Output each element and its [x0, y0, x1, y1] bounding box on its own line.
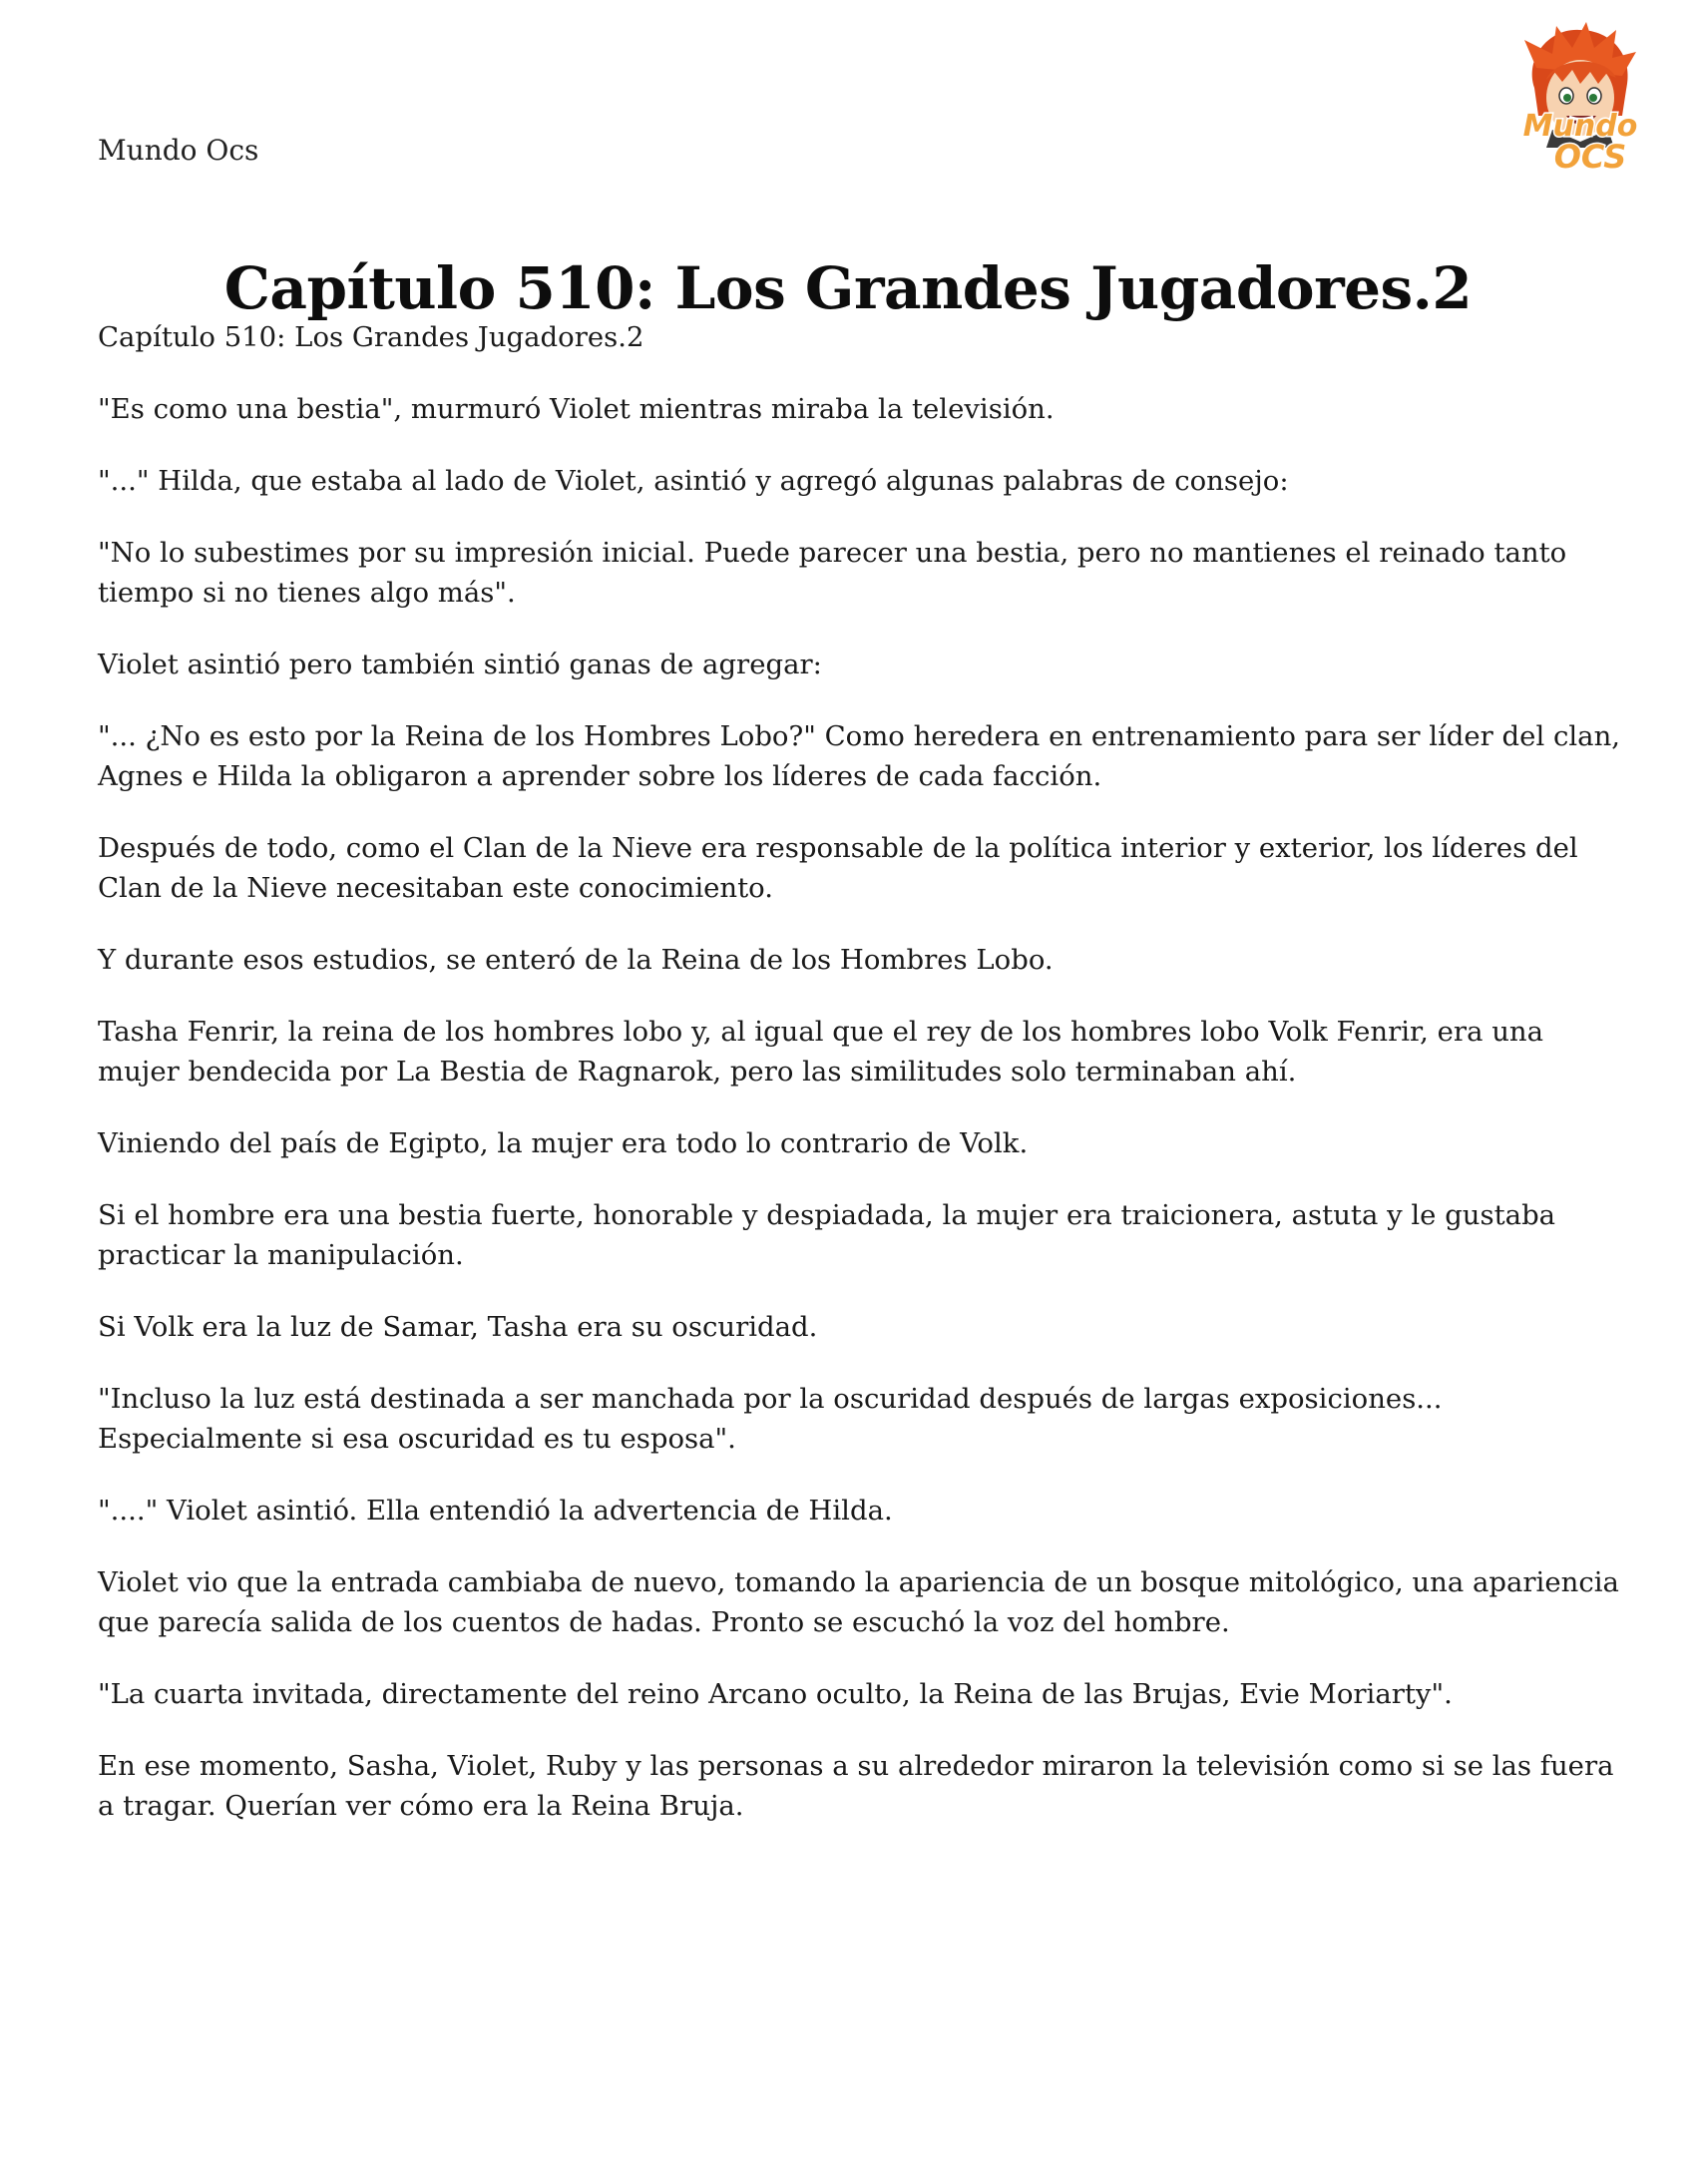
paragraph: "..." Hilda, que estaba al lado de Violet, asintió y agregó algunas palabras de consejo: [98, 465, 1289, 497]
paragraph: Si Volk era la luz de Samar, Tasha era su oscuridad. [98, 1311, 818, 1343]
chapter-title: Capítulo 510: Los Grandes Jugadores.2 [223, 253, 1473, 322]
paragraph: Tasha Fenrir, la reina de los hombres lobo y, al igual que el rey de los hombres lobo Volk Fenrir, era una mujer bendecida por La Bestia de Ragnarok, pero las similitudes solo terminaban ahí. [98, 1016, 1544, 1088]
chapter-body [98, 317, 1624, 1858]
paragraph: Violet vio que la entrada cambiaba de nuevo, tomando la apariencia de un bosque mitológico, una apariencia que parecía salida de los cuentos de hadas. Pronto se escuchó la voz del hombre. [98, 1566, 1619, 1638]
paragraph: Y durante esos estudios, se enteró de la Reina de los Hombres Lobo. [98, 944, 1054, 976]
mundo-ocs-logo-icon [1494, 18, 1664, 188]
paragraph: "...." Violet asintió. Ella entendió la advertencia de Hilda. [98, 1495, 893, 1527]
logo-text-line1: Mundo [1522, 109, 1638, 144]
paragraph: "No lo subestimes por su impresión inicial. Puede parecer una bestia, pero no mantienes el reinado tanto tiempo si no tienes algo más". [98, 537, 1567, 609]
paragraph: Capítulo 510: Los Grandes Jugadores.2 [98, 321, 644, 353]
paragraph: "Es como una bestia", murmuró Violet mientras miraba la televisión. [98, 393, 1055, 425]
logo-text-line2: OCS [1553, 138, 1627, 176]
paragraph: Después de todo, como el Clan de la Nieve era responsable de la política interior y exterior, los líderes del Clan de la Nieve necesitaban este conocimiento. [98, 832, 1578, 904]
paragraph: En ese momento, Sasha, Violet, Ruby y las personas a su alrededor miraron la televisión como si se las fuera a tragar. Querían ver cómo era la Reina Bruja. [98, 1750, 1614, 1822]
site-name: Mundo Ocs [98, 134, 259, 167]
paragraph: Viniendo del país de Egipto, la mujer era todo lo contrario de Volk. [98, 1127, 1029, 1159]
paragraph: "... ¿No es esto por la Reina de los Hombres Lobo?" Como heredera en entrenamiento para ser líder del clan, Agnes e Hilda la obligaron a aprender sobre los líderes de cada facción. [98, 720, 1621, 792]
paragraph: "La cuarta invitada, directamente del reino Arcano oculto, la Reina de las Brujas, Evie Moriarty". [98, 1678, 1453, 1710]
paragraph: "Incluso la luz está destinada a ser manchada por la oscuridad después de largas exposiciones... Especialmente si esa oscuridad es tu esposa". [98, 1383, 1443, 1455]
paragraph: Si el hombre era una bestia fuerte, honorable y despiadada, la mujer era traicionera, astuta y le gustaba practicar la manipulación. [98, 1199, 1556, 1271]
paragraph: Violet asintió pero también sintió ganas de agregar: [98, 649, 822, 680]
